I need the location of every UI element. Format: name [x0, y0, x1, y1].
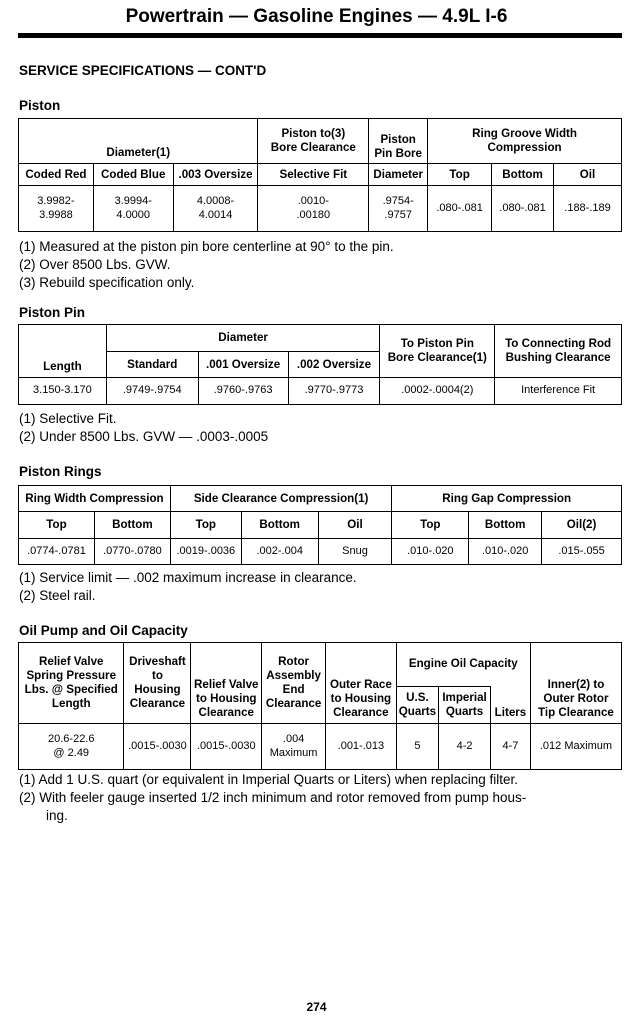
header-rotor: Rotor Assembly End Clearance: [262, 643, 326, 724]
title-rule: [18, 33, 622, 38]
cell-relief-housing: .0015-.0030: [191, 724, 262, 770]
footnote: (2) With feeler gauge inserted 1/2 inch minimum and rotor removed from pump hous-: [19, 790, 527, 805]
footnote: (2) Steel rail.: [19, 588, 96, 603]
cell-oversize: 4.0008- 4.0014: [173, 186, 258, 232]
cell-imperial-quarts: 4-2: [439, 724, 491, 770]
header-oil: Oil: [318, 512, 392, 539]
header-002-oversize: .002 Oversize: [288, 352, 380, 378]
header-bottom: Bottom: [492, 164, 554, 186]
cell-width-top: .0774-.0781: [19, 539, 95, 565]
header-bore-clearance: Piston to(3) Bore Clearance: [258, 119, 369, 164]
footnote: (1) Service limit — .002 maximum increase in clearance.: [19, 570, 357, 585]
cell-pin-bore: .9754- .9757: [369, 186, 428, 232]
cell-side-oil: Snug: [318, 539, 392, 565]
cell-gap-top: .010-.020: [392, 539, 469, 565]
piston-table: [18, 118, 622, 232]
cell-width-bottom: .0770-.0780: [94, 539, 170, 565]
footnote: (3) Rebuild specification only.: [19, 275, 195, 290]
cell-coded-red: 3.9982- 3.9988: [19, 186, 94, 232]
header-ring-groove: Ring Groove Width Compression: [428, 119, 622, 164]
header-relief-valve: Relief Valve Spring Pressure Lbs. @ Specified Length: [19, 643, 124, 724]
footnote: (1) Measured at the piston pin bore centerline at 90° to the pin.: [19, 239, 394, 254]
header-driveshaft: Driveshaft to Housing Clearance: [124, 643, 191, 724]
piston-pin-footnotes: [19, 410, 268, 446]
header-coded-blue: Coded Blue: [93, 164, 173, 186]
oil-pump-table: [18, 642, 622, 770]
header-us-quarts: U.S. Quarts: [396, 687, 438, 724]
oil-pump-heading: Oil Pump and Oil Capacity: [19, 623, 188, 638]
cell-gap-bottom: .010-.020: [469, 539, 542, 565]
header-liters: Liters: [491, 687, 531, 724]
oil-pump-footnotes: [19, 771, 526, 825]
cell-002: .9770-.9773: [288, 378, 380, 405]
header-pin-diameter: Diameter: [106, 325, 380, 352]
page-number: 274: [306, 1000, 327, 1014]
header-top: Top: [428, 164, 492, 186]
header-to-rod: To Connecting Rod Bushing Clearance: [495, 325, 622, 378]
header-bottom: Bottom: [94, 512, 170, 539]
header-side-clearance: Side Clearance Compression(1): [170, 486, 392, 512]
header-ring-width: Ring Width Compression: [19, 486, 171, 512]
piston-rings-table: [18, 485, 622, 565]
header-top: Top: [19, 512, 95, 539]
cell-bottom: .080-.081: [492, 186, 554, 232]
header-pin-diameter: Diameter: [369, 164, 428, 186]
cell-top: .080-.081: [428, 186, 492, 232]
cell-liters: 4-7: [491, 724, 531, 770]
cell-us-quarts: 5: [396, 724, 438, 770]
header-imperial-quarts: Imperial Quarts: [439, 687, 491, 724]
header-top: Top: [170, 512, 241, 539]
cell-relief: 20.6-22.6 @ 2.49: [19, 724, 124, 770]
piston-pin-heading: Piston Pin: [19, 305, 86, 320]
header-diameter: Diameter(1): [19, 119, 258, 164]
header-oversize: .003 Oversize: [173, 164, 258, 186]
footnote: (2) Over 8500 Lbs. GVW.: [19, 257, 171, 272]
cell-length: 3.150-3.170: [19, 378, 107, 405]
header-length: Length: [19, 325, 107, 378]
footnote: (1) Add 1 U.S. quart (or equivalent in Imperial Quarts or Liters) when replacing filter.: [19, 772, 518, 787]
piston-footnotes: [19, 238, 394, 292]
header-outer-race: Outer Race to Housing Clearance: [326, 643, 397, 724]
cell-selective: .0010- .00180: [258, 186, 369, 232]
header-coded-red: Coded Red: [19, 164, 94, 186]
cell-driveshaft: .0015-.0030: [124, 724, 191, 770]
cell-side-top: .0019-.0036: [170, 539, 241, 565]
header-pin-bore: Piston Pin Bore: [369, 119, 428, 164]
footnote: ing.: [46, 808, 68, 823]
piston-heading: Piston: [19, 98, 61, 113]
header-to-piston: To Piston Pin Bore Clearance(1): [380, 325, 495, 378]
page-title: Powertrain — Gasoline Engines — 4.9L I-6: [125, 6, 508, 27]
header-selective-fit: Selective Fit: [258, 164, 369, 186]
footnote: (2) Under 8500 Lbs. GVW — .0003-.0005: [19, 429, 269, 444]
cell-outer-race: .001-.013: [326, 724, 397, 770]
header-capacity: Engine Oil Capacity: [396, 643, 530, 687]
header-top: Top: [392, 512, 469, 539]
header-inner-rotor: Inner(2) to Outer Rotor Tip Clearance: [530, 643, 621, 724]
header-001-oversize: .001 Oversize: [198, 352, 288, 378]
cell-to-rod: Interference Fit: [495, 378, 622, 405]
header-relief-housing: Relief Valve to Housing Clearance: [191, 643, 262, 724]
cell-side-bottom: .002-.004: [241, 539, 318, 565]
cell-inner-rotor: .012 Maximum: [530, 724, 621, 770]
cell-001: .9760-.9763: [198, 378, 288, 405]
footnote: (1) Selective Fit.: [19, 411, 117, 426]
cell-standard: .9749-.9754: [106, 378, 198, 405]
section-title: SERVICE SPECIFICATIONS — CONT'D: [19, 63, 267, 78]
cell-coded-blue: 3.9994- 4.0000: [93, 186, 173, 232]
cell-oil: .188-.189: [554, 186, 622, 232]
cell-rotor: .004 Maximum: [262, 724, 326, 770]
piston-rings-heading: Piston Rings: [19, 464, 102, 479]
header-oil: Oil: [554, 164, 622, 186]
header-bottom: Bottom: [469, 512, 542, 539]
cell-gap-oil: .015-.055: [542, 539, 622, 565]
header-ring-gap: Ring Gap Compression: [392, 486, 622, 512]
piston-rings-footnotes: [19, 569, 357, 605]
piston-pin-table: [18, 324, 622, 405]
cell-to-piston: .0002-.0004(2): [380, 378, 495, 405]
header-oil-2: Oil(2): [542, 512, 622, 539]
header-standard: Standard: [106, 352, 198, 378]
header-bottom: Bottom: [241, 512, 318, 539]
